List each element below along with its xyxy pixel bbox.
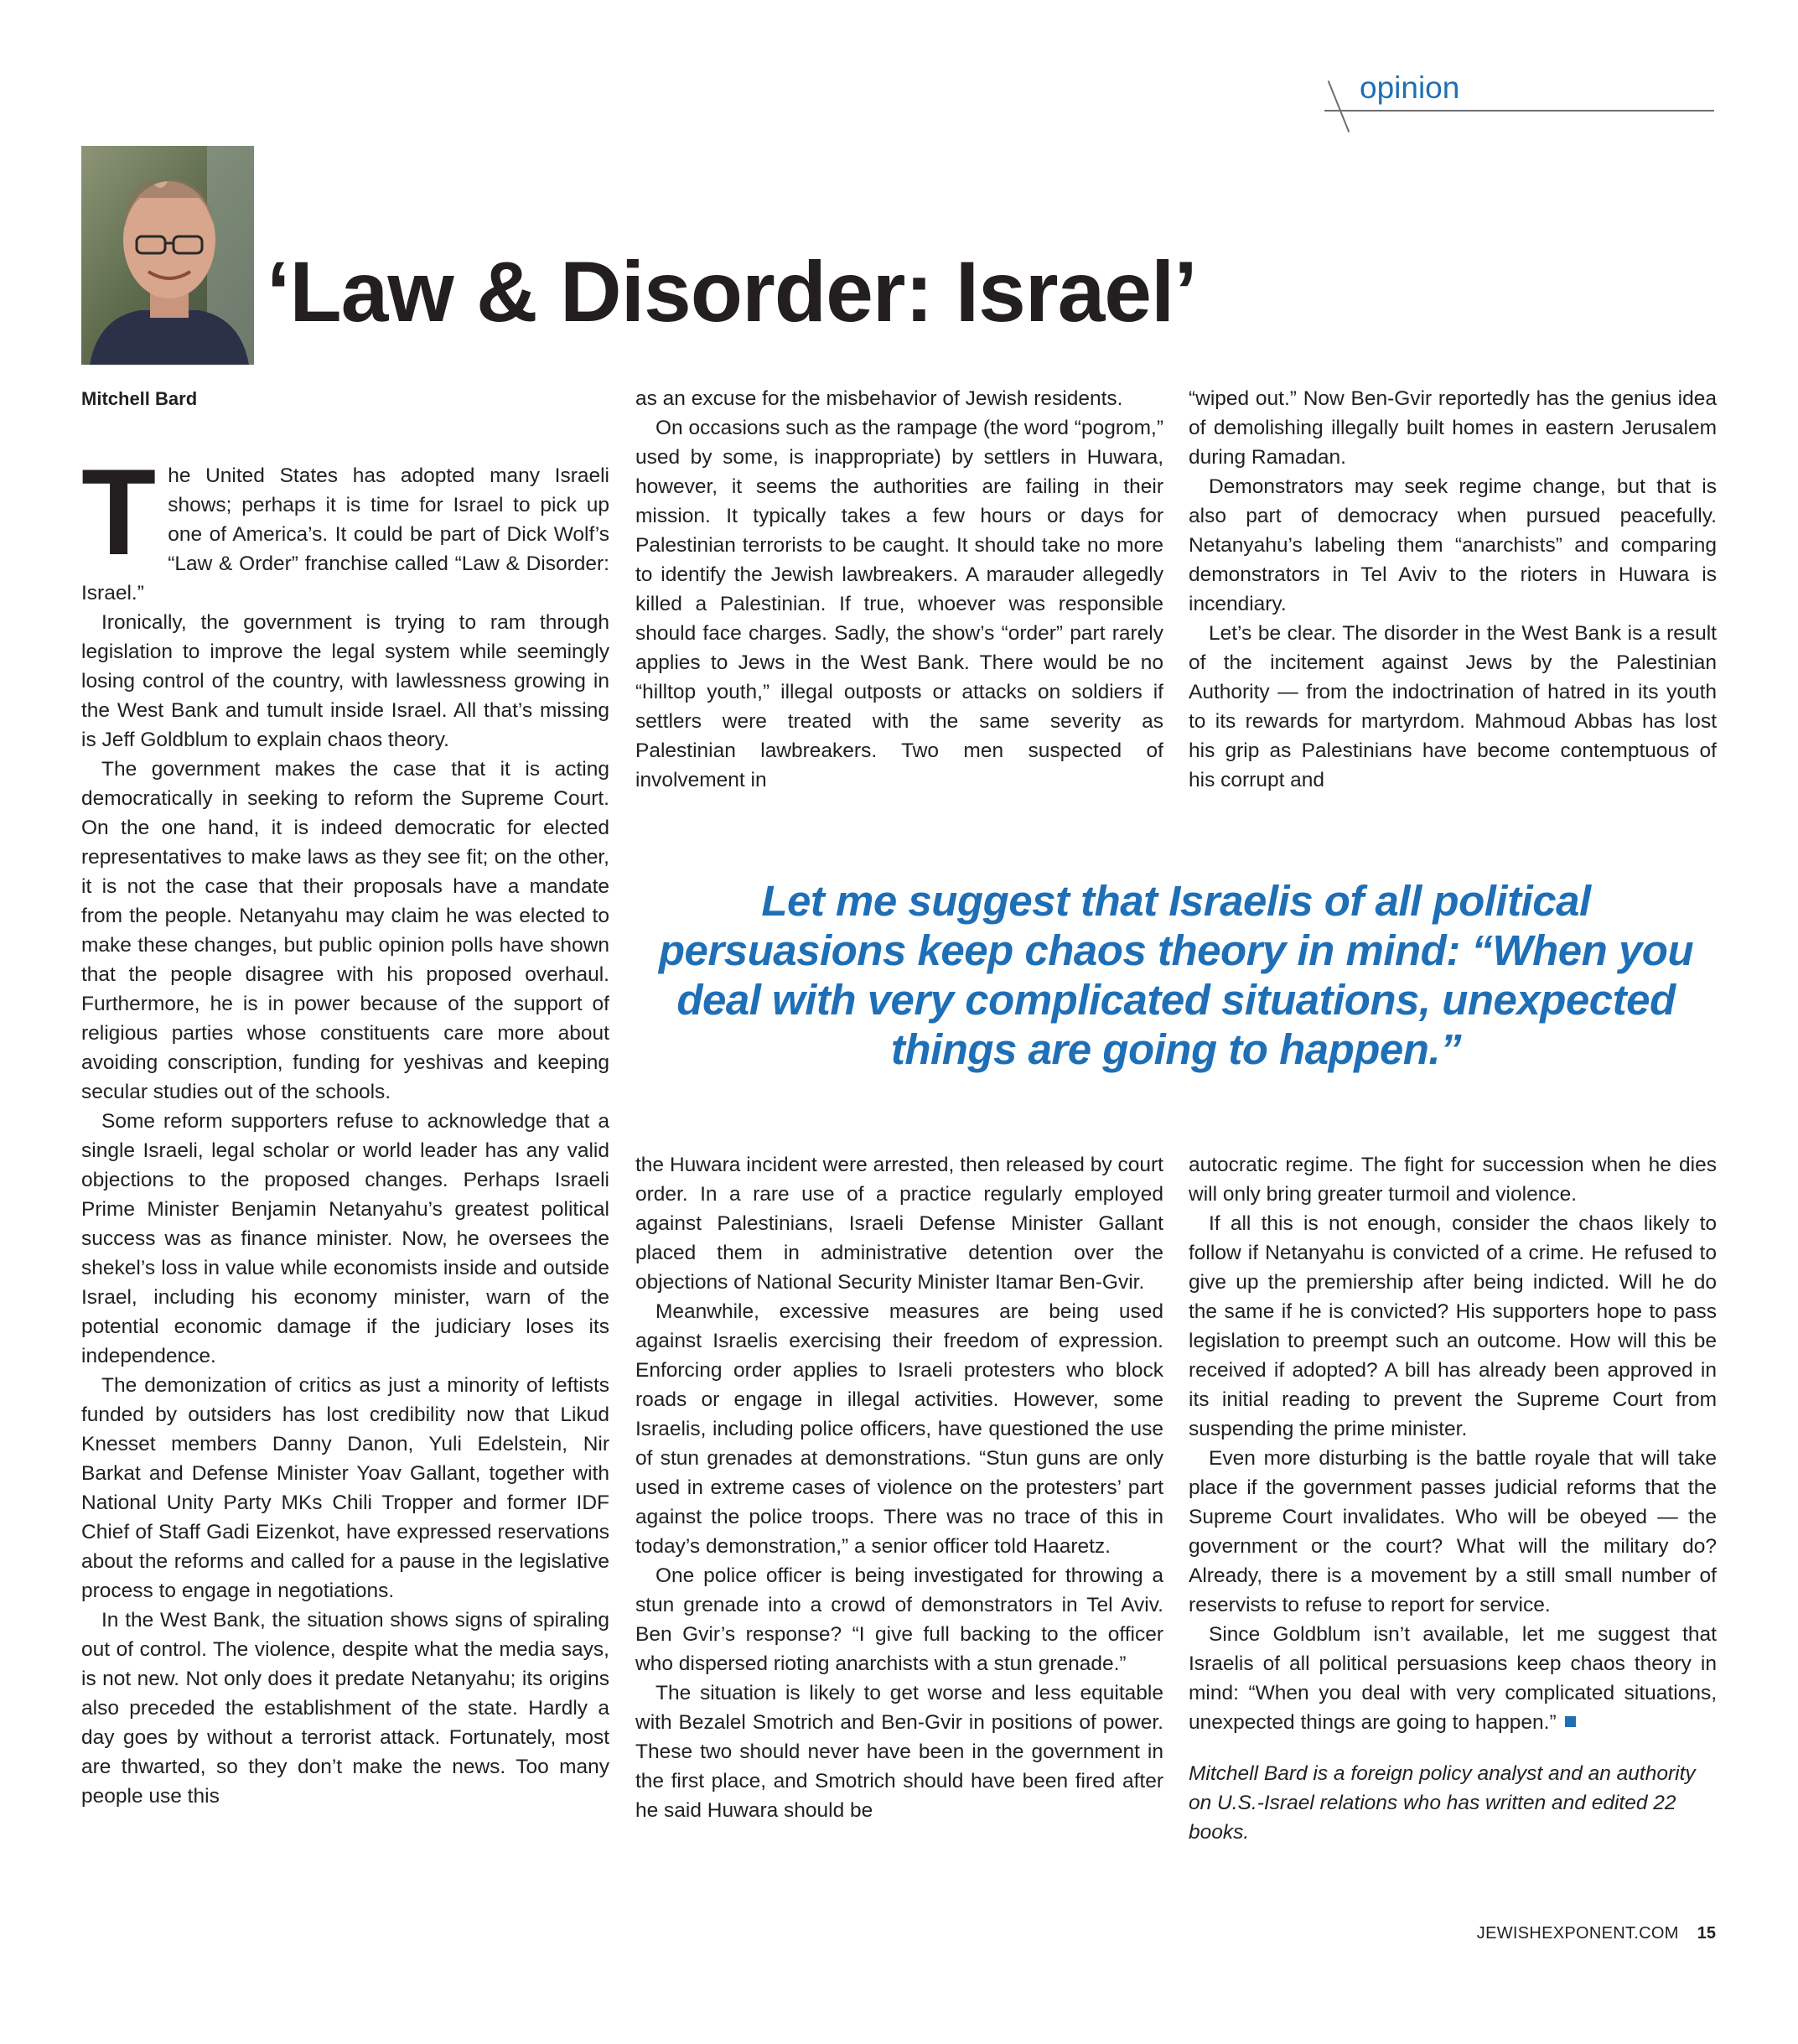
column-3-bottom — [1189, 1150, 1717, 1847]
page-footer — [1477, 1925, 1716, 1942]
paragraph: If all this is not enough, consider the chaos likely to follow if Netanyahu is convicted of a crime. He refused to give up the premiership after being indicted. Will he do the same if he is convicted? His supporters hope to pass legislation to preempt such an outcome. How will this be received if adopted? A bill has already been approved in its initial reading to prevent the Supreme Court from suspending the prime minister. — [1189, 1212, 1717, 1440]
paragraph: as an excuse for the misbehavior of Jewish residents. — [635, 387, 1123, 410]
footer-site: JEWISHEXPONENT.COM — [1476, 1924, 1679, 1943]
author-bio: Mitchell Bard is a foreign policy analyst and an authority on U.S.-Israel relations who has written and edited 22 books. — [1189, 1762, 1696, 1844]
paragraph: autocratic regime. The fight for succession when he dies will only bring greater turmoil and violence. — [1189, 1154, 1717, 1206]
page-number: 15 — [1697, 1924, 1716, 1943]
column-2-top — [635, 384, 1163, 795]
paragraph-text: he United States has adopted many Israeli shows; perhaps it is time for Israel to pick up one of America’s. It could be part of Dick Wolf’s “Law & Order” franchise called “Law & Disorder: Israel.” — [81, 464, 609, 604]
pull-quote: Let me suggest that Israelis of all political persuasions keep chaos theory in mind: “When you deal with very complicated situations, unexpected things are going to happen.” — [658, 877, 1694, 1073]
paragraph: Demonstrators may seek regime change, but that is also part of democracy when pursued peacefully. Netanyahu’s labeling them “anarchists” and comparing demonstrators in Tel Aviv to the rioters in Huwara is incendiary. — [1189, 475, 1717, 615]
paragraph: Meanwhile, excessive measures are being used against Israelis exercising their freedom of expression. Enforcing order applies to Israeli protesters who block roads or engage in illegal activities. However, some Israelis, including police officers, have questioned the use of stun grenades at demonstrations. “Stun guns are only used in extreme cases of violence on the protesters’ part against the police troops. There was no trace of this in today’s demonstration,” a senior officer told Haaretz. — [635, 1300, 1163, 1558]
paragraph: The government makes the case that it is acting democratically in seeking to reform the Supreme Court. On the one hand, it is indeed democratic for elected representatives to make laws as they see fit; on the other, it is not the case that their proposals have a mandate from the people. Netanyahu may claim he was elected to make these changes, but public opinion polls have shown that the people disagree with his proposed overhaul. Furthermore, he is in power because of the support of religious parties whose constituents care more about avoiding conscription, funding for yeshivas and keeping secular studies out of the schools. — [81, 758, 609, 1103]
byline: Mitchell Bard — [81, 388, 198, 409]
end-mark-icon — [1565, 1716, 1576, 1727]
section-label: opinion — [1360, 70, 1460, 105]
paragraph: the Huwara incident were arrested, then released by court order. In a rare use of a practice regularly employed against Palestinians, Israeli Defense Minister Gallant placed them in administrative detention over the objections of National Security Minister Itamar Ben-Gvir. — [635, 1154, 1163, 1294]
paragraph: Some reform supporters refuse to acknowledge that a single Israeli, legal scholar or world leader has any valid objections to the proposed changes. Perhaps Israeli Prime Minister Benjamin Netanyahu’s greatest political success was as finance minister. Now, he oversees the shekel’s loss in value while economists inside and outside Israel, including his economy minister, warn of the potential economic damage if the judiciary loses its independence. — [81, 1110, 609, 1367]
paragraph: Even more disturbing is the battle royale that will take place if the government passes judicial reforms that the Supreme Court invalidates. Who will be obeyed — the government or the court? What will the military do? Already, there is a movement by a still small number of reservists to refuse to report for service. — [1189, 1447, 1717, 1616]
paragraph: The situation is likely to get worse and less equitable with Bezalel Smotrich and Ben-Gvir in positions of power. These two should never have been in the government in the first place, and Smotrich should have been fired after he said Huwara should be — [635, 1682, 1163, 1822]
paragraph: One police officer is being investigated for throwing a stun grenade into a crowd of demonstrators in Tel Aviv. Ben Gvir’s response? “I give full backing to the officer who dispersed rioting anarchists with a stun grenade.” — [635, 1564, 1163, 1675]
paragraph-text: Since Goldblum isn’t available, let me suggest that Israelis of all political persuasions keep chaos theory in mind: “When you deal with very complicated situations, unexpected things are going to happen.” — [1189, 1623, 1717, 1734]
section-slash — [1328, 80, 1350, 132]
paragraph: The demonization of critics as just a minority of leftists funded by outsiders has lost credibility now that Likud Knesset members Danny Danon, Yuli Edelstein, Nir Barkat and Defense Minister Yoav Gallant, together with National Unity Party MKs Chili Tropper and former IDF Chief of Staff Gadi Eizenkot, have expressed reservations about the reforms and called for a pause in the legislative process to engage in negotiations. — [81, 1374, 609, 1602]
paragraph — [81, 444, 609, 608]
column-2-bottom — [635, 1150, 1163, 1825]
paragraph: Ironically, the government is trying to ram through legislation to improve the legal system while seemingly losing control of the country, with lawlessness growing in the West Bank and tumult inside Israel. All that’s missing is Jeff Goldblum to explain chaos theory. — [81, 611, 609, 751]
section-rule — [1324, 110, 1714, 112]
drop-cap: T — [81, 444, 157, 580]
headline: ‘Law & Disorder: Israel’ — [267, 244, 1197, 340]
author-photo — [81, 146, 254, 365]
column-3-top — [1189, 384, 1717, 795]
paragraph: On occasions such as the rampage (the word “pogrom,” used by some, is inappropriate) by settlers in Huwara, however, it seems the authorities are failing in their mission. It typically takes a few hours or days for Palestinian terrorists to be caught. It should take no more to identify the Jewish lawbreakers. A marauder allegedly killed a Palestinian. If true, whoever was responsible should face charges. Sadly, the show’s “order” part rarely applies to Jews in the West Bank. There would be no “hilltop youth,” illegal outposts or attacks on soldiers if settlers were treated with the same severity as Palestinian lawbreakers. Two men suspected of involvement in — [635, 417, 1163, 791]
paragraph: In the West Bank, the situation shows signs of spiraling out of control. The violence, despite what the media says, is not new. Not only does it predate Netanyahu; its origins also preceded the establishment of the state. Hardly a day goes by without a terrorist attack. Fortunately, most are thwarted, so they don’t make the news. Too many people use this — [81, 1609, 609, 1808]
column-1 — [81, 444, 609, 1811]
paragraph: “wiped out.” Now Ben-Gvir reportedly has the genius idea of demolishing illegally built homes in eastern Jerusalem during Ramadan. — [1189, 387, 1717, 469]
paragraph: Let’s be clear. The disorder in the West Bank is a result of the incitement against Jews by the Palestinian Authority — from the indoctrination of hatred in its youth to its rewards for martyrdom. Mahmoud Abbas has lost his grip as Palestinians have become contemptuous of his corrupt and — [1189, 622, 1717, 791]
paragraph — [1189, 1620, 1717, 1737]
